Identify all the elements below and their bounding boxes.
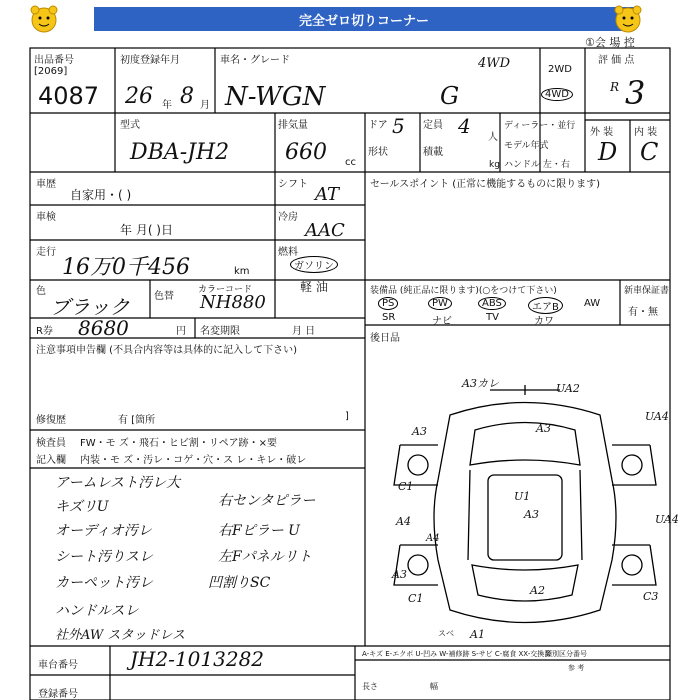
mark-a4-left: A4 bbox=[396, 515, 411, 528]
history-value: 自家用・( ) bbox=[70, 188, 132, 202]
equip-kawa: カワ bbox=[534, 316, 554, 327]
inspector-items: FW・モ ズ・飛石・ヒビ割・リペア跡・×要 bbox=[80, 438, 277, 449]
car-name-label: 車名・グレード bbox=[220, 55, 290, 66]
notes-label: 注意事項申告欄 (不具合内容等は具体的に記入して下さい) bbox=[36, 345, 297, 356]
model-label: 型式 bbox=[120, 120, 140, 131]
mark-a2: A2 bbox=[530, 584, 545, 597]
reg-month: 8 bbox=[180, 84, 194, 109]
shape-label: 形状 bbox=[368, 147, 388, 158]
yen-unit: 円 bbox=[176, 326, 186, 337]
reg-year: 26 bbox=[125, 84, 153, 109]
r-label: R券 bbox=[36, 326, 53, 337]
repair-close: ] bbox=[345, 411, 349, 422]
capacity-label: 定員 bbox=[423, 120, 443, 131]
equip-sr: SR bbox=[382, 312, 396, 323]
sales-points-label: セールスポイント (正常に機能するものに限ります) bbox=[370, 179, 601, 190]
color-code-value: NH880 bbox=[200, 292, 266, 313]
capacity-value: 4 bbox=[458, 114, 471, 138]
score-r: R bbox=[610, 80, 620, 94]
mark-u1: U1 bbox=[514, 490, 531, 503]
mark-a3-kare: A3カレ bbox=[462, 377, 499, 390]
new-warranty-label: 新車保証書 bbox=[624, 286, 670, 296]
drive-note: 4WD bbox=[478, 56, 511, 71]
note-right-1: 右センタピラー bbox=[218, 493, 316, 509]
entry-label: 記入欄 bbox=[36, 455, 66, 466]
mark-c1-left: C1 bbox=[398, 480, 414, 493]
displacement-value: 660 bbox=[285, 140, 327, 165]
listing-number: 4087 bbox=[38, 82, 100, 110]
note-left-1: アームレスト汚レ大 bbox=[55, 475, 181, 491]
new-warranty-value: 有・無 bbox=[628, 307, 658, 318]
note-right-3: 左Fパネルリト bbox=[218, 549, 312, 565]
score-label: 評 価 点 bbox=[598, 55, 635, 66]
month-unit: 月 bbox=[200, 100, 210, 111]
doors-label: ドア bbox=[368, 120, 388, 131]
rear-items-label: 後日品 bbox=[370, 333, 400, 344]
drive-4wd: 4WD bbox=[541, 88, 573, 101]
fuel-diesel: 軽 油 bbox=[300, 280, 328, 294]
length-label: 長さ bbox=[362, 682, 378, 691]
year-unit: 年 bbox=[162, 100, 172, 111]
km-unit: km bbox=[234, 266, 250, 277]
equip-aw: AW bbox=[584, 298, 601, 309]
cc-unit: cc bbox=[345, 157, 356, 168]
mark-ua4-top: UA4 bbox=[645, 410, 669, 423]
load-label: 積載 bbox=[423, 147, 443, 158]
listing-sub-number: [2069] bbox=[34, 66, 68, 77]
fuel-gasoline: ガソリン bbox=[290, 256, 338, 273]
note-left-6: ハンドルスレ bbox=[55, 603, 139, 619]
name-limit-value: 月 日 bbox=[292, 326, 316, 337]
interior-label: 内 装 bbox=[634, 127, 658, 138]
mark-ua4-right: UA4 bbox=[655, 513, 679, 526]
exterior-label: 外 装 bbox=[590, 127, 614, 138]
aircon-value: AAC bbox=[305, 220, 345, 241]
auction-copy-label: ①会 場 控 bbox=[585, 36, 635, 49]
mark-c3: C3 bbox=[643, 590, 659, 603]
mark-ua2: UA2 bbox=[556, 382, 580, 395]
mark-a1: A1 bbox=[470, 628, 485, 641]
note-left-5: カーペット汚レ bbox=[55, 575, 153, 591]
shift-label: シフト bbox=[278, 179, 308, 190]
chassis-number: JH2-1013282 bbox=[130, 647, 265, 671]
equip-ps: PS bbox=[378, 297, 398, 310]
inspector-label: 検査員 bbox=[36, 438, 66, 449]
color-label: 色 bbox=[36, 286, 46, 297]
note-left-4: シート汚りスレ bbox=[55, 549, 153, 565]
dealer-label: ディーラー・並行 bbox=[504, 121, 576, 131]
interior-grade: C bbox=[640, 138, 659, 166]
equip-airbag: エアB bbox=[528, 297, 563, 314]
doors-value: 5 bbox=[392, 114, 405, 138]
banner-title: 完全ゼロ切りコーナー bbox=[94, 7, 634, 31]
drive-2wd: 2WD bbox=[548, 64, 572, 75]
note-left-3: オーディオ汚レ bbox=[55, 523, 152, 539]
width-label: 幅 bbox=[430, 682, 438, 691]
equipment-label: 装備品 (純正品に限ります)(○をつけて下さい) bbox=[370, 286, 557, 296]
note-right-2: 右Fピラー U bbox=[218, 523, 300, 539]
car-name: N-WGN bbox=[225, 82, 326, 112]
color-code-label: カラーコード bbox=[198, 285, 253, 295]
model-year-label: モデル年式 bbox=[504, 141, 549, 151]
mark-a3-left: A3 bbox=[412, 425, 427, 438]
history-label: 車歴 bbox=[36, 179, 56, 190]
handle-label: ハンドル 左・右 bbox=[504, 160, 570, 170]
inspection-label: 車検 bbox=[36, 212, 56, 223]
score-value: 3 bbox=[625, 74, 646, 112]
mark-a3-roof: A3 bbox=[536, 422, 551, 435]
class-label: 類別区分番号 bbox=[545, 650, 587, 658]
displacement-label: 排気量 bbox=[278, 120, 308, 131]
listing-number-label: 出品番号 bbox=[34, 55, 74, 66]
mark-a3-rear: A3 bbox=[392, 568, 407, 581]
mark-a4-inner: A4 bbox=[426, 533, 440, 544]
name-limit-label: 名変期限 bbox=[200, 326, 240, 337]
repair-value: 有 [箇所 bbox=[118, 415, 156, 426]
r-value: 8680 bbox=[78, 316, 129, 340]
model-value: DBA-JH2 bbox=[130, 140, 230, 165]
equip-abs: ABS bbox=[478, 297, 506, 310]
repair-label: 修復歴 bbox=[36, 415, 66, 426]
first-reg-label: 初度登録年月 bbox=[120, 55, 180, 66]
color-change-label: 色替 bbox=[154, 291, 174, 302]
mark-sube: スベ bbox=[438, 629, 454, 638]
fuel-label: 燃料 bbox=[278, 247, 298, 258]
equip-tv: TV bbox=[486, 312, 499, 323]
mileage-label: 走行 bbox=[36, 247, 56, 258]
mileage-value: 16万0千456 bbox=[62, 255, 190, 280]
mark-c1-rear: C1 bbox=[408, 592, 424, 605]
equip-navi: ナビ bbox=[432, 316, 452, 327]
reg-number-label: 登録番号 bbox=[38, 689, 78, 700]
chassis-label: 車台番号 bbox=[38, 660, 78, 671]
shift-value: AT bbox=[315, 184, 340, 205]
entry-items: 内装・モ ズ・汚レ・コゲ・穴・ス レ・キレ・破レ bbox=[80, 455, 307, 466]
note-left-7: 社外AW スタッドレス bbox=[55, 628, 185, 643]
equip-pw: PW bbox=[428, 297, 452, 310]
mark-a3-center: A3 bbox=[524, 508, 539, 521]
kg-unit: kg bbox=[489, 160, 500, 170]
inspection-value: 年 月( )日 bbox=[120, 223, 173, 237]
note-right-4: 凹割りSC bbox=[208, 575, 271, 591]
people-unit: 人 bbox=[488, 132, 498, 143]
damage-legend: A-キズ E-エクボ U-凹み W-補修跡 S-サビ C-腐食 XX-交換済 bbox=[362, 650, 552, 658]
note-left-2: キズリU bbox=[55, 499, 109, 515]
color-value: ブラック bbox=[50, 295, 130, 319]
aircon-label: 冷房 bbox=[278, 212, 298, 223]
car-grade: G bbox=[440, 82, 460, 110]
legend-sub: 参 考 bbox=[568, 664, 585, 672]
exterior-grade: D bbox=[598, 138, 618, 166]
